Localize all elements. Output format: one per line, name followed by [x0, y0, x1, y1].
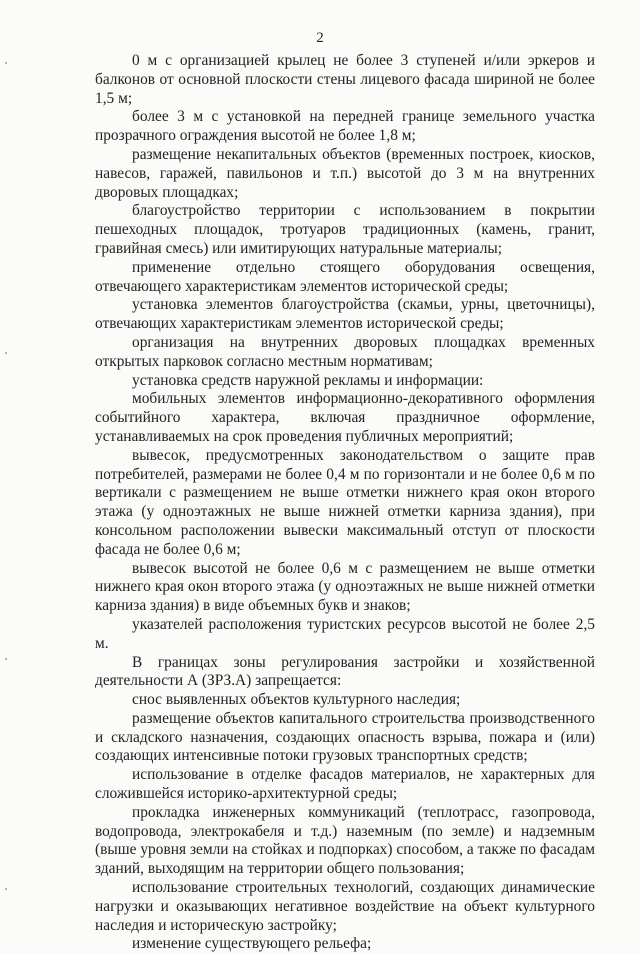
- paragraph: В границах зоны регулирования застройки и хозяйственной деятельности А (ЗРЗ.А) запрещается:: [95, 653, 595, 690]
- paragraph: изменение существующего рельефа;: [132, 935, 372, 953]
- paragraph: 0 м с организацией крылец не более 3 ступеней и/или эркеров и балконов от основной плоскости стены лицевого фасада шириной не более 1,5 м;: [95, 52, 595, 107]
- paragraph: установка средств наружной рекламы и информации:: [132, 371, 484, 389]
- paragraph: снос выявленных объектов культурного наследия;: [132, 691, 461, 709]
- paragraph: размещение объектов капитального строительства производственного и складского назначения, создающих опасность взрыва, пожара и (или) создающих интенсивные потоки грузовых транспортных средств;: [95, 709, 595, 765]
- paragraph: организация на внутренних дворовых площадках временных открытых парковок согласно местным нормативам;: [95, 333, 595, 370]
- paragraph: вывесок, предусмотренных законодательством о защите прав потребителей, размерами не более 0,4 м по горизонтали и не более 0,6 м по вертикали с размещением не выше отметки нижнего края окон второго этажа (у одноэтажных не выше нижней отметки карниза здания), при консольном расположении вывески максимальный отступ от плоскости фасада не более 0,6 м;: [95, 446, 595, 558]
- paragraph: использование в отделке фасадов материалов, не характерных для сложившейся историко-архитектурной среды;: [95, 766, 595, 803]
- paragraph: мобильных элементов информационно-декоративного оформления событийного характера, включая праздничное оформление, устанавливаемых на срок проведения публичных мероприятий;: [95, 390, 595, 445]
- paragraph: благоустройство территории с использованием в покрытии пешеходных площадок, тротуаров традиционных (камень, гранит, гравийная смесь) или имитирующих натуральные материалы;: [95, 202, 595, 257]
- document-body: [95, 52, 595, 954]
- paragraph: более 3 м с установкой на передней границе земельного участка прозрачного ограждения высотой не более 1,8 м;: [95, 108, 595, 145]
- paragraph: вывесок высотой не более 0,6 м с размещением не выше отметки нижнего края окон второго этажа (у одноэтажных не выше нижней отметки карниза здания) в виде объемных букв и знаков;: [95, 559, 595, 615]
- margin-mark: [5, 352, 7, 354]
- paragraph: установка элементов благоустройства (скамьи, урны, цветочницы), отвечающих характеристикам элементов исторической среды;: [95, 296, 595, 333]
- page-number: 2: [316, 30, 324, 46]
- paragraph: прокладка инженерных коммуникаций (теплотрасс, газопровода, водопровода, электрокабеля и т.д.) наземным (по земле) и надземным (выше уровня земли на стойках и подпорках) способом, а также по фасадам зданий, выходящим на территории общего пользования;: [95, 803, 595, 878]
- paragraph: размещение некапитальных объектов (временных построек, киосков, навесов, гаражей, павильонов и т.п.) высотой до 3 м на внутренних дворовых площадках;: [95, 145, 595, 201]
- margin-mark: [5, 888, 7, 890]
- margin-mark: [5, 62, 7, 64]
- paragraph: применение отдельно стоящего оборудования освещения, отвечающего характеристикам элементов исторической среды;: [95, 258, 595, 295]
- paragraph: использование строительных технологий, создающих динамические нагрузки и оказывающих негативное воздействие на объект культурного наследия и историческую застройку;: [95, 879, 595, 934]
- paragraph: указателей расположения туристских ресурсов высотой не более 2,5 м.: [95, 615, 595, 652]
- margin-mark: [5, 658, 7, 660]
